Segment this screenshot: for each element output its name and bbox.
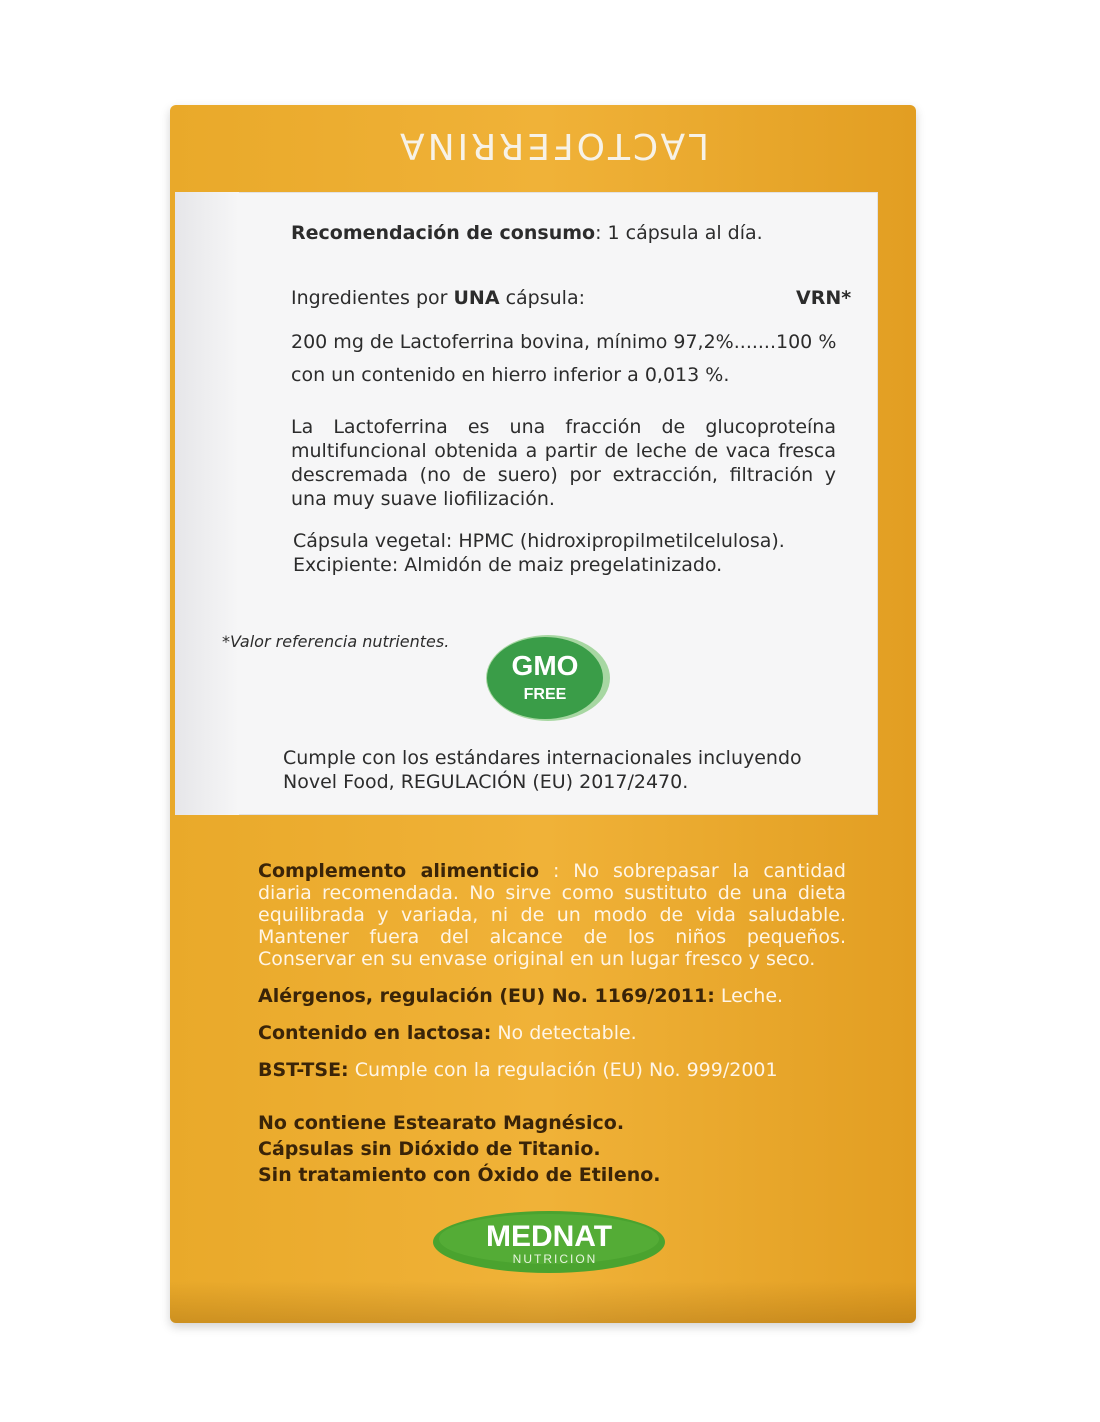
- mednat-logo-mark: [432, 1210, 666, 1274]
- label-fold-shade: [175, 192, 239, 815]
- allergens-title: Alérgenos, regulación (EU) No. 1169/2011:: [258, 985, 715, 1007]
- mednat-brand-text: MEDNAT: [485, 1220, 613, 1253]
- ingredients-suffix: cápsula:: [499, 287, 585, 309]
- recommendation-line: [291, 222, 763, 246]
- claim-2: Cápsulas sin Dióxido de Titanio.: [258, 1138, 601, 1160]
- excipient-line: Excipiente: Almidón de maiz pregelatinizado.: [293, 554, 723, 576]
- gmo-small-text: FREE: [523, 686, 567, 703]
- allergens-text: Leche.: [714, 985, 784, 1007]
- ingredients-prefix: Ingredientes por: [291, 287, 454, 309]
- lactose-title: Contenido en lactosa:: [258, 1022, 492, 1044]
- compliance-line-2: Novel Food, REGULACIÓN (EU) 2017/2470.: [283, 771, 689, 793]
- claim-3: Sin tratamiento con Óxido de Etileno.: [258, 1164, 661, 1186]
- ingredients-header: [291, 287, 585, 311]
- supplement-text: : No sobrepasar la cantidad diaria recomendada. No sirve como sustituto de una dieta equilibrada y variada, ni de un modo de vida saludable. Mantener fuera del alcance de los niños pequeños. Conservar en su envase original en un lugar fresco y seco.: [258, 860, 846, 970]
- ingredient-line-1: 200 mg de Lactoferrina bovina, mínimo 97,2%.......100 %: [291, 331, 837, 353]
- vrn-footnote: *Valor referencia nutrientes.: [222, 632, 450, 651]
- gmo-free-badge: [485, 632, 611, 722]
- bst-title: BST-TSE:: [258, 1059, 349, 1081]
- box-bottom-shadow: [170, 1281, 916, 1323]
- mednat-logo: [432, 1210, 666, 1274]
- recommendation-title: Recomendación de consumo: [291, 222, 596, 244]
- bst-text: Cumple con la regulación (EU) No. 999/2001: [348, 1059, 778, 1081]
- supplement-title: Complemento alimenticio: [258, 860, 540, 882]
- gmo-free-icon: [485, 632, 611, 722]
- gmo-big-text: GMO: [511, 650, 579, 681]
- capsule-line: Cápsula vegetal: HPMC (hidroxipropilmetilcelulosa).: [293, 530, 785, 552]
- compliance-line-1: Cumple con los estándares internacionales incluyendo: [283, 747, 802, 769]
- claim-1: No contiene Estearato Magnésico.: [258, 1112, 625, 1134]
- ingredients-emph: UNA: [453, 287, 500, 309]
- lactose-line: [258, 1022, 637, 1044]
- allergens-line: [258, 985, 783, 1007]
- box-top-title: LACTOFERRINA: [397, 125, 709, 166]
- recommendation-text: : 1 cápsula al día.: [595, 222, 763, 244]
- supplement-paragraph: [258, 860, 846, 970]
- lactose-text: No detectable.: [491, 1022, 637, 1044]
- mednat-sub-text: NUTRICION: [512, 1252, 598, 1266]
- ingredient-line-2: con un contenido en hierro inferior a 0,013 %.: [291, 364, 730, 386]
- bst-line: [258, 1059, 778, 1081]
- vrn-header: VRN*: [796, 287, 852, 309]
- description: La Lactoferrina es una fracción de glucoproteína multifuncional obtenida a partir de leche de vaca fresca descremada (no de suero) por extracción, filtración y una muy suave liofilización.: [291, 416, 836, 510]
